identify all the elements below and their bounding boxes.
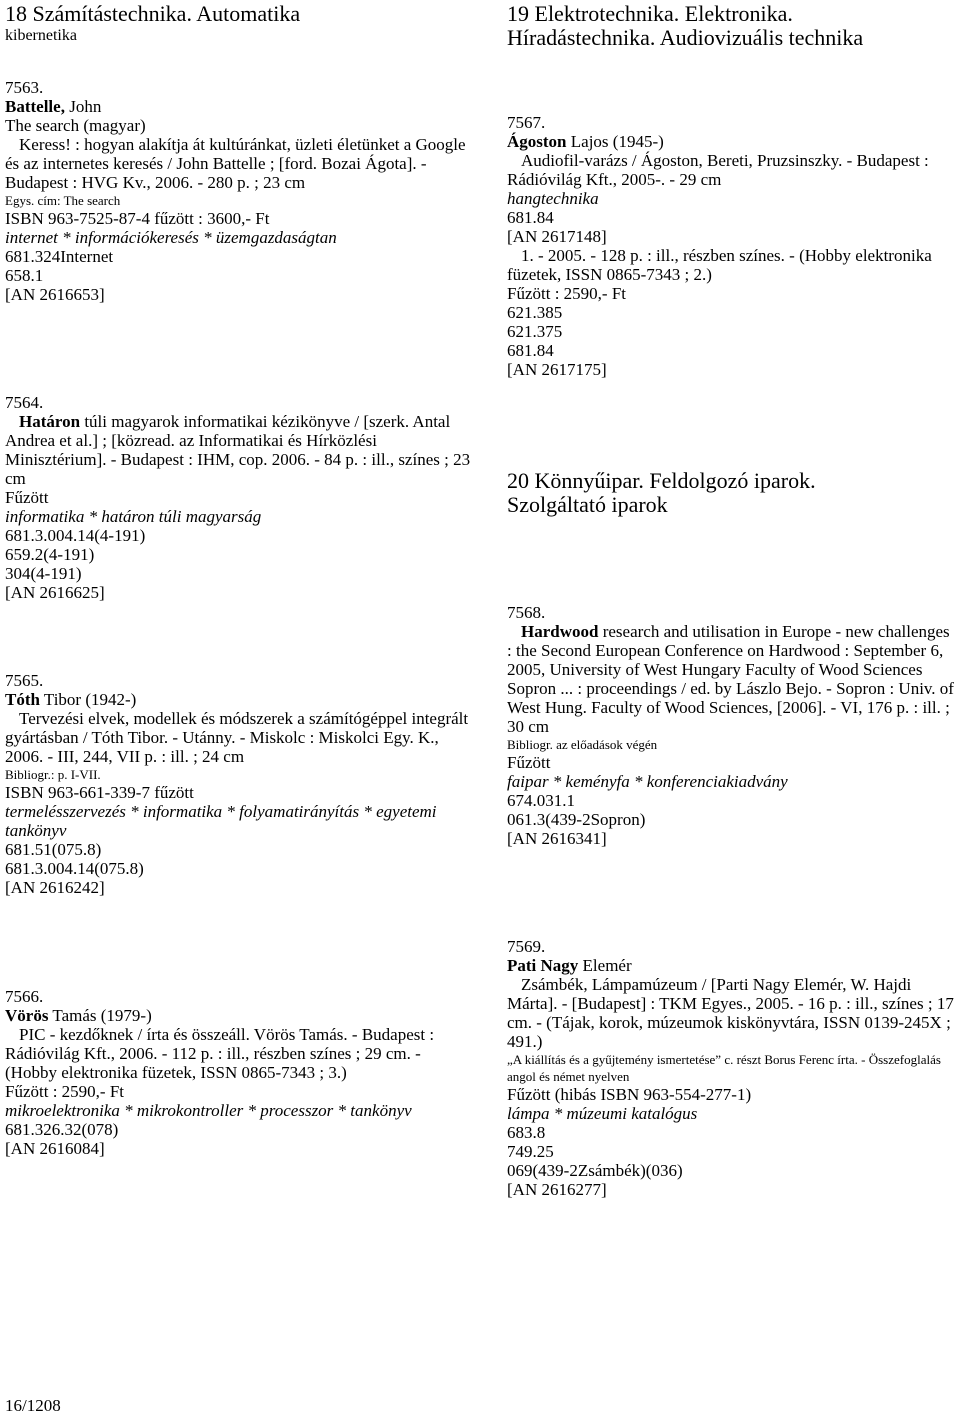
entry-code: 069(439-2Zsámbék)(036) bbox=[507, 1161, 683, 1180]
uniform-title: The search (magyar) bbox=[5, 116, 146, 135]
entry-7564 bbox=[5, 393, 475, 602]
entry-isbn: ISBN 963-661-339-7 fűzött bbox=[5, 783, 194, 802]
entry-code: 681.84 bbox=[507, 341, 554, 360]
entry-binding: Fűzött bbox=[507, 753, 551, 772]
section-title-19-line2: Híradástechnika. Audiovizuális technika bbox=[507, 25, 864, 50]
entry-heading: Battelle, John bbox=[5, 97, 102, 116]
section-title-19-line1: 19 Elektrotechnika. Elektronika. bbox=[507, 1, 793, 26]
entry-code: 658.1 bbox=[5, 266, 44, 285]
entry-7566 bbox=[5, 987, 475, 1158]
entry-code: 681.326.32(078) bbox=[5, 1120, 119, 1139]
entry-subjects: mikroelektronika * mikrokontroller * processzor * tankönyv bbox=[5, 1101, 412, 1120]
entry-binding: Fűzött (hibás ISBN 963-554-277-1) bbox=[507, 1085, 752, 1104]
entry-subjects: informatika * határon túli magyarság bbox=[5, 507, 262, 526]
entry-volume: 1. - 2005. - 128 p. : ill., részben színes. - (Hobby elektronika füzetek, ISSN 0865-7343 ; 2.) bbox=[507, 246, 932, 284]
entry-code: 061.3(439-2Sopron) bbox=[507, 810, 646, 829]
entry-subjects: termelésszervezés * informatika * folyamatirányítás * egyetemi tankönyv bbox=[5, 802, 437, 840]
section-title-20-line1: 20 Könnyűipar. Feldolgozó iparok. bbox=[507, 468, 816, 493]
entry-note: Egys. cím: The search bbox=[5, 193, 121, 208]
entry-code: 621.375 bbox=[507, 322, 563, 341]
entry-subjects: hangtechnika bbox=[507, 189, 599, 208]
entry-code: [AN 2616341] bbox=[507, 829, 607, 848]
entry-heading: Pati Nagy Elemér bbox=[507, 956, 632, 975]
entry-code: [AN 2617175] bbox=[507, 360, 607, 379]
entry-subjects: lámpa * múzeumi katalógus bbox=[507, 1104, 698, 1123]
entry-code: 304(4-191) bbox=[5, 564, 82, 583]
entry-number: 7568. bbox=[507, 603, 546, 622]
entry-note: Bibliogr. az előadások végén bbox=[507, 737, 658, 752]
entry-7563 bbox=[5, 78, 475, 304]
section-title-20 bbox=[507, 469, 816, 517]
section-title-20-line2: Szolgáltató iparok bbox=[507, 492, 668, 517]
entry-code: 681.3.004.14(4-191) bbox=[5, 526, 146, 545]
entry-subjects: internet * információkeresés * üzemgazdaságtan bbox=[5, 228, 337, 247]
entry-binding: Fűzött : 2590,- Ft bbox=[5, 1082, 125, 1101]
entry-description: Zsámbék, Lámpamúzeum / [Parti Nagy Elemér, W. Hajdi Márta]. - [Budapest] : TKM Egyes., 2005. - 16 p. : ill., színes ; 17 cm. - (Tájak, korok, múzeumok kiskönyvtára, ISSN 0139-245X ; 491.) bbox=[507, 975, 954, 1051]
entry-number: 7567. bbox=[507, 113, 546, 132]
entry-code: 674.031.1 bbox=[507, 791, 575, 810]
entry-code: 621.385 bbox=[507, 303, 563, 322]
entry-heading: Tóth Tibor (1942-) bbox=[5, 690, 137, 709]
entry-code: [AN 2616242] bbox=[5, 878, 105, 897]
entry-code: [AN 2616653] bbox=[5, 285, 105, 304]
entry-number: 7566. bbox=[5, 987, 44, 1006]
entry-number: 7565. bbox=[5, 671, 44, 690]
entry-number: 7569. bbox=[507, 937, 546, 956]
entry-7567 bbox=[507, 113, 957, 379]
entry-number: 7563. bbox=[5, 78, 44, 97]
entry-description: Audiofil-varázs / Ágoston, Bereti, Pruzsinszky. - Budapest : Rádióvilág Kft., 2005-. - 29 cm bbox=[507, 151, 929, 189]
section-subtitle-18: kibernetika bbox=[5, 27, 77, 44]
entry-code: [AN 2616084] bbox=[5, 1139, 105, 1158]
entry-code: 681.3.004.14(075.8) bbox=[5, 859, 144, 878]
entry-heading: Határon túli magyarok informatikai kézikönyve / [szerk. Antal Andrea et al.] ; [közread. az Informatikai és Hírközlési Minisztérium]. - Budapest : IHM, cop. 2006. - 84 p. : ill., színes ; 23 cm bbox=[5, 412, 471, 488]
entry-description: PIC - kezdőknek / írta és összeáll. Vörös Tamás. - Budapest : Rádióvilág Kft., 2006. - 112 p. : ill., részben színes ; 29 cm. - (Hobby elektronika füzetek, ISSN 0865-7343 ; 3.) bbox=[5, 1025, 435, 1082]
entry-code: 683.8 bbox=[507, 1123, 546, 1142]
entry-subjects: faipar * keményfa * konferenciakiadvány bbox=[507, 772, 788, 791]
section-title-18 bbox=[5, 2, 300, 45]
entry-binding: Fűzött bbox=[5, 488, 49, 507]
section-title-18-text: 18 Számítástechnika. Automatika bbox=[5, 1, 301, 26]
entry-description: Tervezési elvek, modellek és módszerek a számítógéppel integrált gyártásban / Tóth Tibor. - Utánny. - Miskolc : Miskolci Egy. K., 2006. - III, 244, VII p. : ill. ; 24 cm bbox=[5, 709, 469, 766]
entry-code: [AN 2616277] bbox=[507, 1180, 607, 1199]
entry-heading: Ágoston Lajos (1945-) bbox=[507, 132, 664, 151]
entry-code: 681.51(075.8) bbox=[5, 840, 102, 859]
page-number: 16/1208 bbox=[5, 1396, 61, 1415]
entry-code: 681.324Internet bbox=[5, 247, 114, 266]
entry-isbn: ISBN 963-7525-87-4 fűzött : 3600,- Ft bbox=[5, 209, 270, 228]
entry-7565 bbox=[5, 671, 475, 897]
entry-description: Keress! : hogyan alakítja át kultúránkat, üzleti életünket a Google és az internetes keresés / John Battelle ; [ford. Bozai Ágota]. - Budapest : HVG Kv., 2006. - 280 p. ; 23 cm bbox=[5, 135, 466, 192]
entry-code: 659.2(4-191) bbox=[5, 545, 95, 564]
entry-code: [AN 2616625] bbox=[5, 583, 105, 602]
entry-code: [AN 2617148] bbox=[507, 227, 607, 246]
entry-note: „A kiállítás és a gyűjtemény ismertetése” c. részt Borus Ferenc írta. - Összefoglalás angol és német nyelven bbox=[507, 1052, 941, 1084]
entry-binding: Fűzött : 2590,- Ft bbox=[507, 284, 627, 303]
entry-heading: Vörös Tamás (1979-) bbox=[5, 1006, 152, 1025]
entry-7568 bbox=[507, 603, 957, 848]
entry-7569 bbox=[507, 937, 957, 1199]
entry-note: Bibliogr.: p. I-VII. bbox=[5, 767, 101, 782]
entry-number: 7564. bbox=[5, 393, 44, 412]
section-title-19 bbox=[507, 2, 863, 50]
entry-code: 749.25 bbox=[507, 1142, 554, 1161]
entry-heading: Hardwood research and utilisation in Europe - new challenges : the Second European Conference on Hardwood : September 6, 2005, University of West Hungary Faculty of Wood Sciences Sopron ... : proceendings / ed. by Lászlo Bejo. - Sopron : Univ. of West Hung. Faculty of Wood Sciences, [2006]. - VI, 176 p. : ill. ; 30 cm bbox=[507, 622, 954, 736]
entry-code: 681.84 bbox=[507, 208, 554, 227]
